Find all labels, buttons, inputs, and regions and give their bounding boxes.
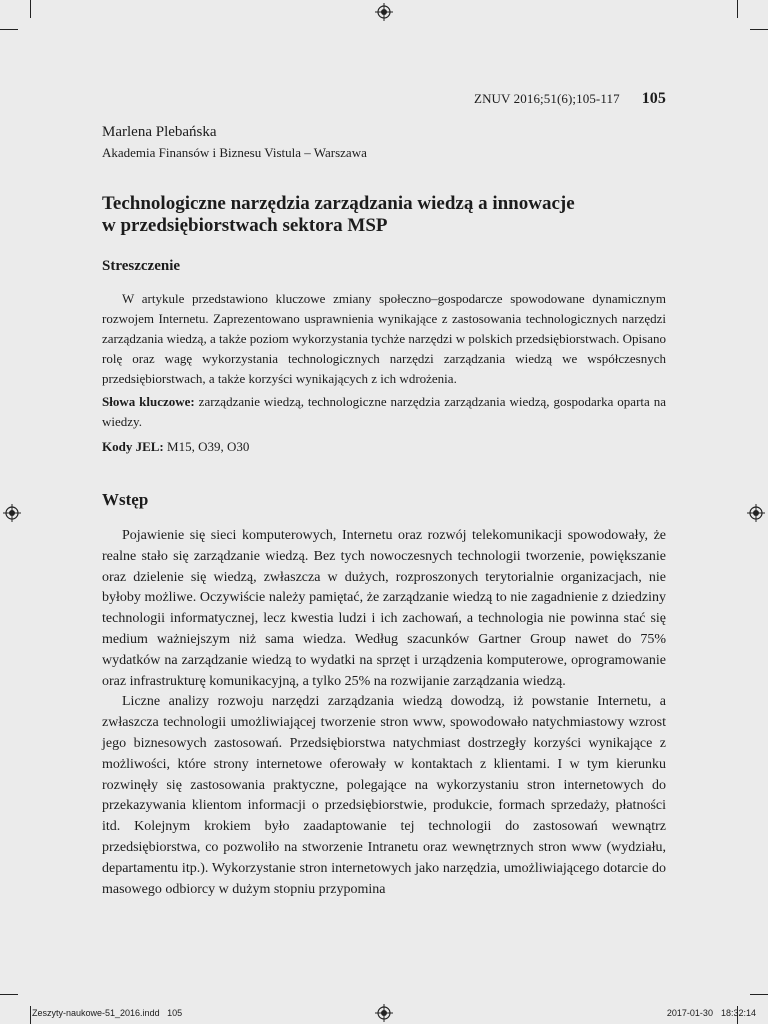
journal-citation: ZNUV 2016;51(6);105-117 (474, 91, 620, 106)
author-affiliation: Akademia Finansów i Biznesu Vistula – Warszawa (102, 145, 367, 160)
keywords (102, 392, 666, 432)
jel-text: M15, O39, O30 (167, 439, 250, 454)
section-heading-introduction: Wstęp (102, 490, 149, 509)
title-line: Technologiczne narzędzia zarządzania wiedzą a innowacje (102, 193, 575, 214)
page-number: 105 (641, 90, 666, 107)
body-paragraph: Pojawienie się sieci komputerowych, Internetu oraz rozwój telekomunikacji spowodowały, że realne stało się zarządzanie wiedzą. Bez tych nowoczesnych technologii tworzenie, powiększanie oraz dzielenie się wiedzą, zwłaszcza w dużych, rozproszonych terytorialnie organizacjach, nie byłoby możliwe. Oczywiście należy pamiętać, że zarządzanie wiedzą to nie zagadnienie z dziedziny technologii informatycznej, lecz kwestia ludzi i ich zachowań, a technologia nie powinna stać się medium ważniejszym niż sama wiedza. Według szacunków Gartner Group nawet do 75% wydatków na zarządzanie wiedzą to wydatki na sprzęt i urządzenia komputerowe, oprogramowanie oraz infrastrukturę komunikacyjną, a tylko 25% na rozwijanie zarządzania wiedzą. (102, 528, 666, 689)
running-header (474, 90, 666, 108)
body-paragraph: Liczne analizy rozwoju narzędzi zarządzania wiedzą dowodzą, iż powstanie Internetu, a zwłaszcza technologii umożliwiającej tworzenie stron www, spowodowało natychmiastowy wzrost jego biznesowych zastosowań. Przedsiębiorstwa natychmiast dostrzegły korzyści wynikające z możliwości, które strony internetowe oferowały w kontaktach z klientami. I w tym kierunku rozwinęły się zastosowania praktyczne, polegające na wykorzystaniu stron internetowych do przekazywania klientom informacji o przedsiębiorstwie, produkcie, formach sprzedaży, płatności itd. Kolejnym krokiem było zaadaptowanie tej technologii do zastosowań wewnątrz przedsiębiorstwa, co pozwoliło na stworzenie Intranetu oraz wewnętrznych stron www (wydziału, departamentu itp.). Wykorzystanie stron internetowych jako narzędzia, umożliwiającego dotarcie do masowego odbiorcy w dużym stopniu przypomina (102, 694, 666, 897)
slug-file-name: Zeszyty-naukowe-51_2016.indd 105 (32, 1008, 183, 1018)
abstract-text: W artykule przedstawiono kluczowe zmiany społeczno–gospodarcze spowodowane dynamicznym rozwojem Internetu. Zaprezentowano usprawnienia wynikające z zastosowania technologicznych narzędzi zarządzania wiedzą, a także poziom wykorzystania tychże narzędzi w polskich przedsiębiorstwach. Opisano rolę oraz wagę wykorzystania technologicznych narzędzi zarządzania wiedzą we współczesnych przedsiębiorstwach, a także korzyści wynikających z ich wdrożenia. (102, 291, 666, 386)
author-name: Marlena Plebańska (102, 124, 217, 140)
abstract-heading: Streszczenie (102, 258, 181, 274)
article-title (102, 193, 682, 237)
title-line: w przedsiębiorstwach sektora MSP (102, 215, 388, 236)
section-body (102, 526, 666, 900)
slug-timestamp (667, 1008, 756, 1018)
slug-date: 2017-01-30 (666, 1008, 713, 1018)
slug-time: 18:32:14 (720, 1008, 756, 1018)
keywords-text: zarządzanie wiedzą, technologiczne narzędzia zarządzania wiedzą, gospodarka oparta na wiedzy. (102, 394, 666, 429)
keywords-label: Słowa kluczowe: (102, 394, 195, 409)
jel-label: Kody JEL: (102, 439, 164, 454)
jel-codes (102, 439, 249, 455)
